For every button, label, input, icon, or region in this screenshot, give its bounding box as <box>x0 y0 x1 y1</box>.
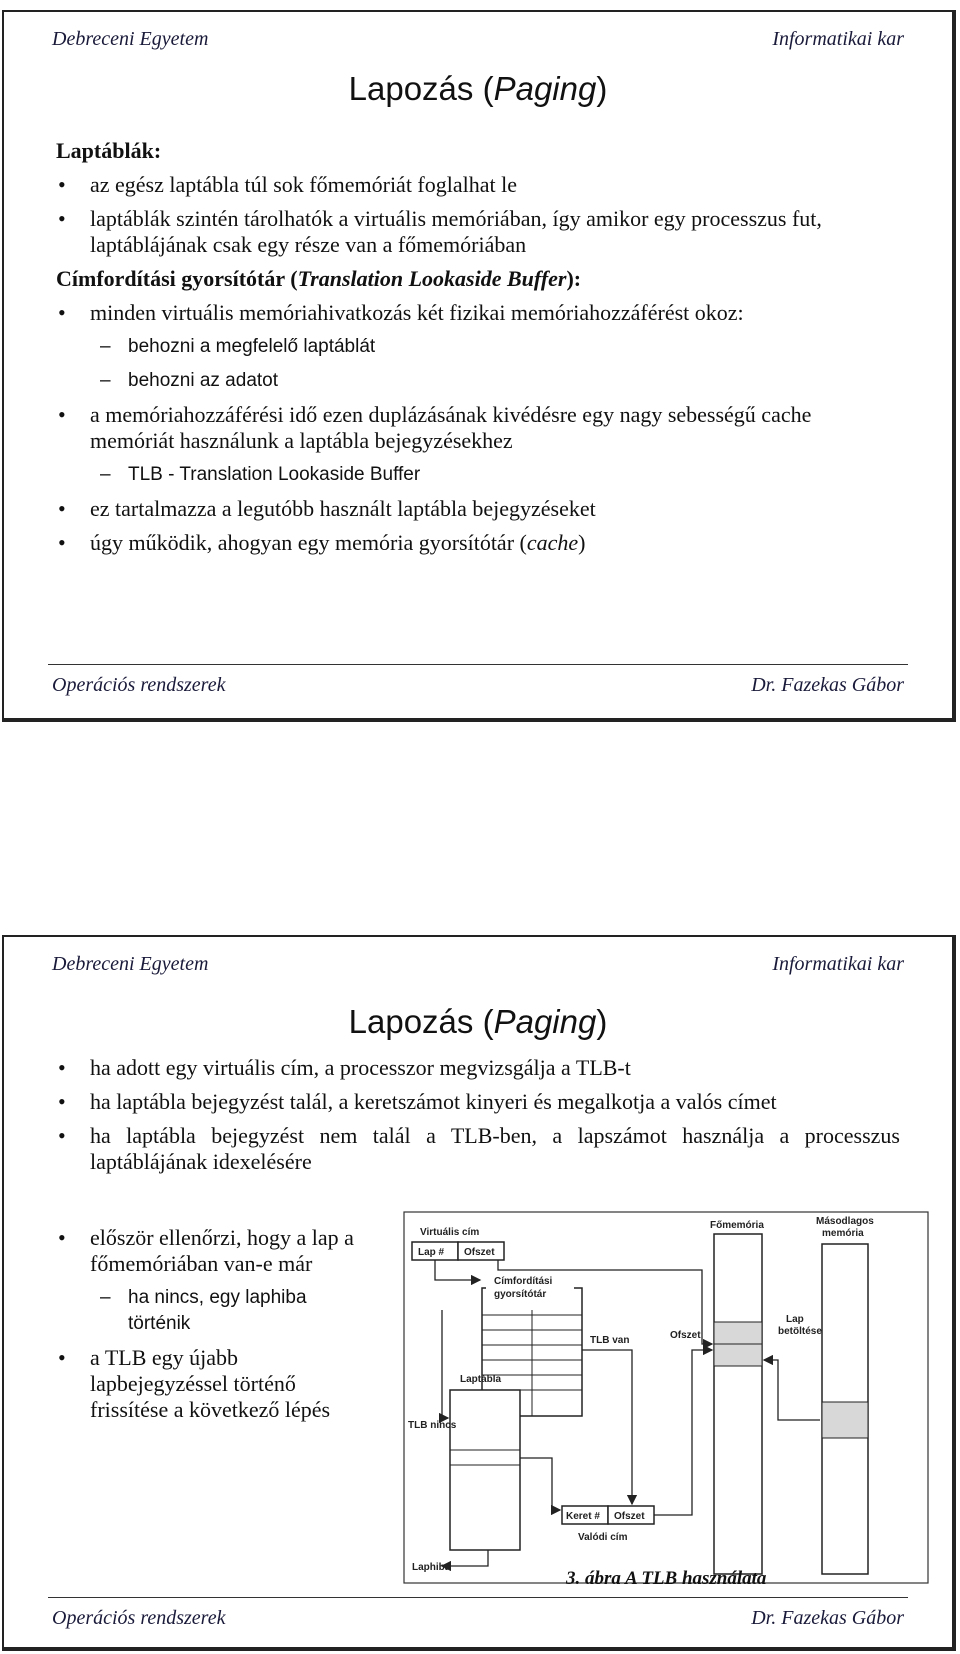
page-load-arrow <box>764 1360 820 1420</box>
dash-item: – behozni az adatot <box>56 368 900 394</box>
page-number-label: Lap # <box>418 1247 445 1258</box>
page-table-label: Laptábla <box>460 1374 502 1385</box>
slide-1-body <box>56 138 900 564</box>
header-university: Debreceni Egyetem <box>52 28 209 50</box>
title-text: Lapozás ( <box>348 1003 494 1040</box>
slide-title <box>4 70 952 108</box>
bullet-item: • ez tartalmazza a legutóbb használt laptábla bejegyzéseket <box>56 496 900 522</box>
tlb-miss-label: TLB nincs <box>408 1420 457 1431</box>
slide-1 <box>2 10 956 722</box>
bullet-item: • először ellenőrzi, hogy a lap a főmemóriában van-e már <box>56 1225 356 1277</box>
dash-item: – ha nincs, egy laphiba történik <box>56 1285 356 1337</box>
slide-header <box>52 28 904 56</box>
main-memory-label: Főmemória <box>710 1220 764 1231</box>
page-load-label-1: Lap <box>786 1314 804 1325</box>
tlb-label-line1: Címfordítási <box>494 1276 553 1287</box>
bullet-text: úgy működik, ahogyan egy memória gyorsítótár ( <box>90 530 527 555</box>
footer-course: Operációs rendszerek <box>52 674 226 696</box>
bullet-end: ) <box>578 530 586 555</box>
frame-number-label: Keret # <box>566 1511 600 1522</box>
slide-2-body <box>56 1055 900 1183</box>
real-address-label: Valódi cím <box>578 1532 628 1543</box>
heading-end: ): <box>566 266 582 291</box>
main-memory-offset-label: Ofszet <box>670 1330 701 1341</box>
heading-italic: Translation Lookaside Buffer <box>297 266 567 291</box>
section-heading-tlb <box>56 266 900 292</box>
header-university: Debreceni Egyetem <box>52 953 209 975</box>
lookup-arrow <box>435 1260 480 1280</box>
main-memory-block <box>714 1234 762 1574</box>
header-faculty: Informatikai kar <box>772 28 904 50</box>
title-italic: Paging <box>493 1003 597 1040</box>
bullet-item <box>56 530 900 556</box>
title-end: ) <box>596 1003 608 1040</box>
bullet-item: • ha adott egy virtuális cím, a processzor megvizsgálja a TLB-t <box>56 1055 900 1081</box>
bullet-item: • ha laptábla bejegyzést nem talál a TLB-ben, a lapszámot használja a processzus laptáblájának idexelésére <box>56 1123 900 1175</box>
tlb-diagram-svg <box>402 1210 930 1585</box>
footer-rule <box>48 664 908 665</box>
title-end: ) <box>596 70 608 107</box>
bullet-italic: cache <box>526 530 579 555</box>
footer-author: Dr. Fazekas Gábor <box>751 1607 904 1629</box>
real-address-arrow <box>654 1350 712 1515</box>
bullet-item: • a memóriahozzáférési idő ezen duplázásának kivédésre egy nagy sebességű cache memóriát használunk a laptábla bejegyzésekhez <box>56 402 900 454</box>
footer-author: Dr. Fazekas Gábor <box>751 674 904 696</box>
tlb-label-line2: gyorsítótár <box>494 1289 547 1300</box>
dash-item: – behozni a megfelelő laptáblát <box>56 334 900 360</box>
bullet-item: • a TLB egy újabb lapbejegyzéssel történő frissítése a következő lépés <box>56 1345 356 1423</box>
secondary-memory-label-2: memória <box>822 1228 864 1239</box>
tlb-diagram <box>402 1210 930 1585</box>
tlb-hit-arrow <box>582 1350 632 1504</box>
tlb-hit-label: TLB van <box>590 1335 630 1346</box>
figure-caption: 3. ábra A TLB használata <box>566 1568 767 1589</box>
page-table <box>450 1390 520 1550</box>
secondary-memory-page <box>822 1402 868 1438</box>
bullet-item: • ha laptábla bejegyzést talál, a keretszámot kinyeri és megalkotja a valós címet <box>56 1089 900 1115</box>
title-text: Lapozás ( <box>348 70 494 107</box>
secondary-memory-label-1: Másodlagos <box>816 1216 874 1227</box>
title-italic: Paging <box>493 70 597 107</box>
slide-header <box>52 953 904 981</box>
footer-rule <box>48 1597 908 1598</box>
real-offset-label: Ofszet <box>614 1511 645 1522</box>
footer-course: Operációs rendszerek <box>52 1607 226 1629</box>
heading-text: Címfordítási gyorsítótár ( <box>56 266 298 291</box>
tlb-miss-arrow <box>442 1310 448 1418</box>
virtual-address-label: Virtuális cím <box>420 1227 480 1238</box>
slide-2-left-column <box>56 1225 356 1431</box>
offset-label: Ofszet <box>464 1247 495 1258</box>
page-table-arrow <box>520 1458 560 1510</box>
page-load-label-2: betöltése <box>778 1326 822 1337</box>
bullet-item: • laptáblák szintén tárolhatók a virtuális memóriában, így amikor egy processzus fut, laptáblájának csak egy része van a főmemóriában <box>56 206 900 258</box>
bullet-item: • az egész laptábla túl sok főmemóriát foglalhat le <box>56 172 900 198</box>
header-faculty: Informatikai kar <box>772 953 904 975</box>
section-heading-page-tables: Laptáblák: <box>56 138 162 163</box>
page-fault-label: Laphiba <box>412 1562 451 1573</box>
bullet-item: • minden virtuális memóriahivatkozás két fizikai memóriahozzáférést okoz: <box>56 300 900 326</box>
dash-item: – TLB - Translation Lookaside Buffer <box>56 462 900 488</box>
slide-title <box>4 1003 952 1041</box>
